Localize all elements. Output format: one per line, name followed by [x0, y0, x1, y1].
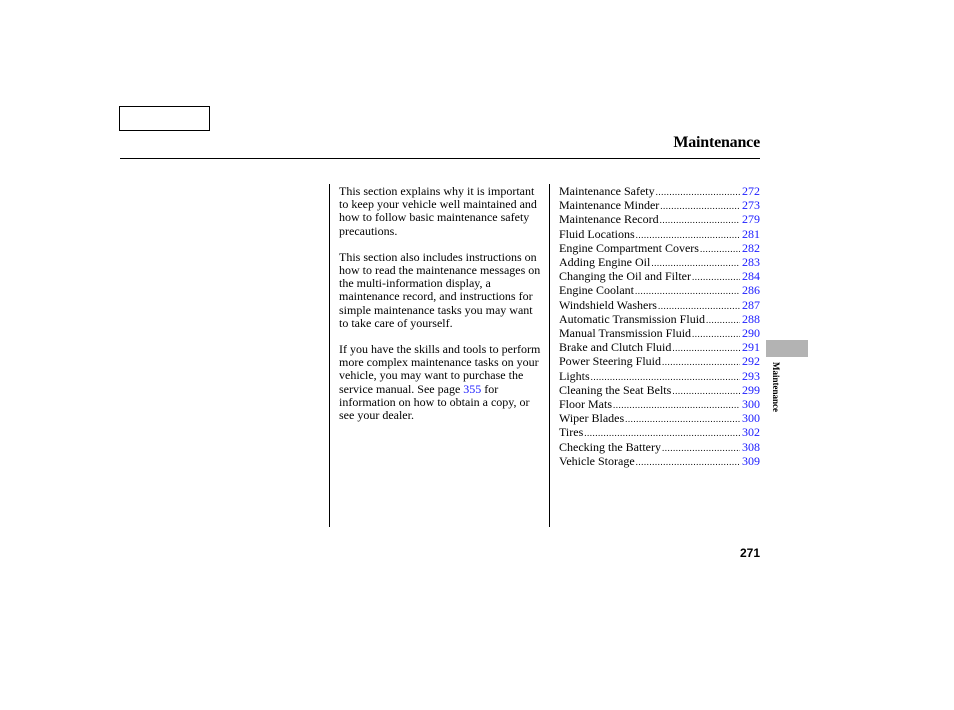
toc-row[interactable]: [559, 412, 760, 426]
toc-row[interactable]: [559, 327, 760, 341]
toc-leader-dots: [692, 271, 740, 284]
toc-page-link[interactable]: 281: [742, 226, 760, 241]
toc-label: Wiper Blades: [559, 411, 625, 426]
toc-page-link[interactable]: 287: [742, 297, 760, 312]
toc-label: Floor Mats: [559, 397, 613, 412]
page-title: Maintenance: [673, 134, 760, 151]
toc-row[interactable]: [559, 270, 760, 284]
toc-leader-dots: [672, 385, 740, 398]
toc-label: Engine Coolant: [559, 283, 634, 298]
toc-row[interactable]: [559, 185, 760, 199]
toc-leader-dots: [636, 456, 740, 469]
toc-leader-dots: [636, 229, 740, 242]
toc-leader-dots: [613, 399, 740, 412]
toc-row[interactable]: [559, 299, 760, 313]
toc-row[interactable]: [559, 199, 760, 213]
section-tab[interactable]: [766, 340, 808, 357]
toc-page-link[interactable]: 291: [742, 340, 760, 355]
toc-label: Fluid Locations: [559, 226, 635, 241]
toc-page-link[interactable]: 309: [742, 453, 760, 468]
toc-page-link[interactable]: 292: [742, 354, 760, 369]
toc-leader-dots: [591, 371, 740, 384]
toc-label: Maintenance Record: [559, 212, 659, 227]
toc-leader-dots: [706, 314, 740, 327]
toc-leader-dots: [672, 342, 740, 355]
toc-label: Tires: [559, 425, 584, 440]
toc-row[interactable]: [559, 313, 760, 327]
toc-leader-dots: [700, 243, 740, 256]
toc-label: Lights: [559, 368, 590, 383]
intro-paragraph-3-end: for information on how to obtain a copy, or see your dealer.: [339, 381, 530, 423]
toc-page-link[interactable]: 279: [742, 212, 760, 227]
intro-paragraph-3: [339, 343, 544, 422]
toc-leader-dots: [658, 300, 740, 313]
toc-label: Maintenance Safety: [559, 184, 655, 198]
toc-label: Cleaning the Seat Belts: [559, 382, 672, 397]
intro-paragraph-1: This section explains why it is important to keep your vehicle well maintained and how to follow basic maintenance safety precautions.: [339, 184, 537, 238]
toc-row[interactable]: [559, 228, 760, 242]
toc-row[interactable]: [559, 355, 760, 369]
toc-row[interactable]: [559, 242, 760, 256]
toc-leader-dots: [662, 442, 740, 455]
toc-row[interactable]: [559, 398, 760, 412]
toc-leader-dots: [635, 285, 740, 298]
toc-leader-dots: [625, 413, 740, 426]
toc-leader-dots: [692, 328, 740, 341]
toc-page-link[interactable]: 290: [742, 326, 760, 341]
toc-page-link[interactable]: 284: [742, 269, 760, 284]
intro-paragraph-2: This section also includes instructions on how to read the maintenance messages on the multi-information display, a maintenance record, and instructions for simple maintenance tasks you may want to take care of yourself.: [339, 249, 541, 330]
page-number: 271: [739, 546, 760, 560]
toc-label: Brake and Clutch Fluid: [559, 340, 672, 355]
toc-leader-dots: [660, 214, 740, 227]
toc-label: Adding Engine Oil: [559, 255, 651, 270]
toc-row[interactable]: [559, 213, 760, 227]
toc-page-link[interactable]: 282: [742, 240, 760, 255]
toc-label: Engine Compartment Covers: [559, 240, 699, 255]
toc-label: Changing the Oil and Filter: [559, 269, 691, 284]
toc-row[interactable]: [559, 284, 760, 298]
toc-page-link[interactable]: 308: [742, 439, 760, 454]
toc-page-link[interactable]: 302: [742, 425, 760, 440]
toc-page-link[interactable]: 286: [742, 283, 760, 298]
toc-label: Checking the Battery: [559, 439, 661, 454]
toc-page-link[interactable]: 300: [742, 397, 760, 412]
toc-leader-dots: [660, 200, 740, 213]
toc-leader-dots: [662, 356, 740, 369]
column-divider-left: [329, 184, 330, 527]
toc-label: Automatic Transmission Fluid: [559, 311, 706, 326]
toc-leader-dots: [656, 186, 740, 199]
toc-label: Windshield Washers: [559, 297, 657, 312]
toc-row[interactable]: [559, 341, 760, 355]
toc-page-link[interactable]: 283: [742, 255, 760, 270]
header-box: [119, 106, 210, 131]
table-of-contents: [559, 185, 760, 469]
toc-label: Power Steering Fluid: [559, 354, 661, 369]
toc-row[interactable]: [559, 426, 760, 440]
toc-row[interactable]: [559, 441, 760, 455]
toc-leader-dots: [584, 427, 740, 440]
intro-paragraph-3-start: If you have the skills and tools to perform more complex maintenance tasks on your vehicle, you may want to purchase the service manual. See page: [339, 342, 541, 396]
service-manual-page-link[interactable]: 355: [463, 381, 482, 396]
title-rule: [120, 158, 760, 159]
toc-row[interactable]: [559, 256, 760, 270]
toc-row[interactable]: [559, 384, 760, 398]
column-divider-right: [549, 184, 550, 527]
section-tab-label: Maintenance: [771, 362, 781, 412]
toc-label: Maintenance Minder: [559, 198, 660, 213]
toc-label: Manual Transmission Fluid: [559, 326, 692, 341]
toc-page-link[interactable]: 273: [742, 198, 760, 213]
toc-page-link[interactable]: 299: [742, 382, 760, 397]
intro-text: [339, 185, 544, 435]
toc-row[interactable]: [559, 455, 760, 469]
toc-page-link[interactable]: 293: [742, 368, 760, 383]
toc-row[interactable]: [559, 370, 760, 384]
toc-page-link[interactable]: 288: [742, 311, 760, 326]
toc-page-link[interactable]: 300: [742, 411, 760, 426]
toc-page-link[interactable]: 272: [742, 184, 760, 198]
toc-label: Vehicle Storage: [559, 453, 635, 468]
